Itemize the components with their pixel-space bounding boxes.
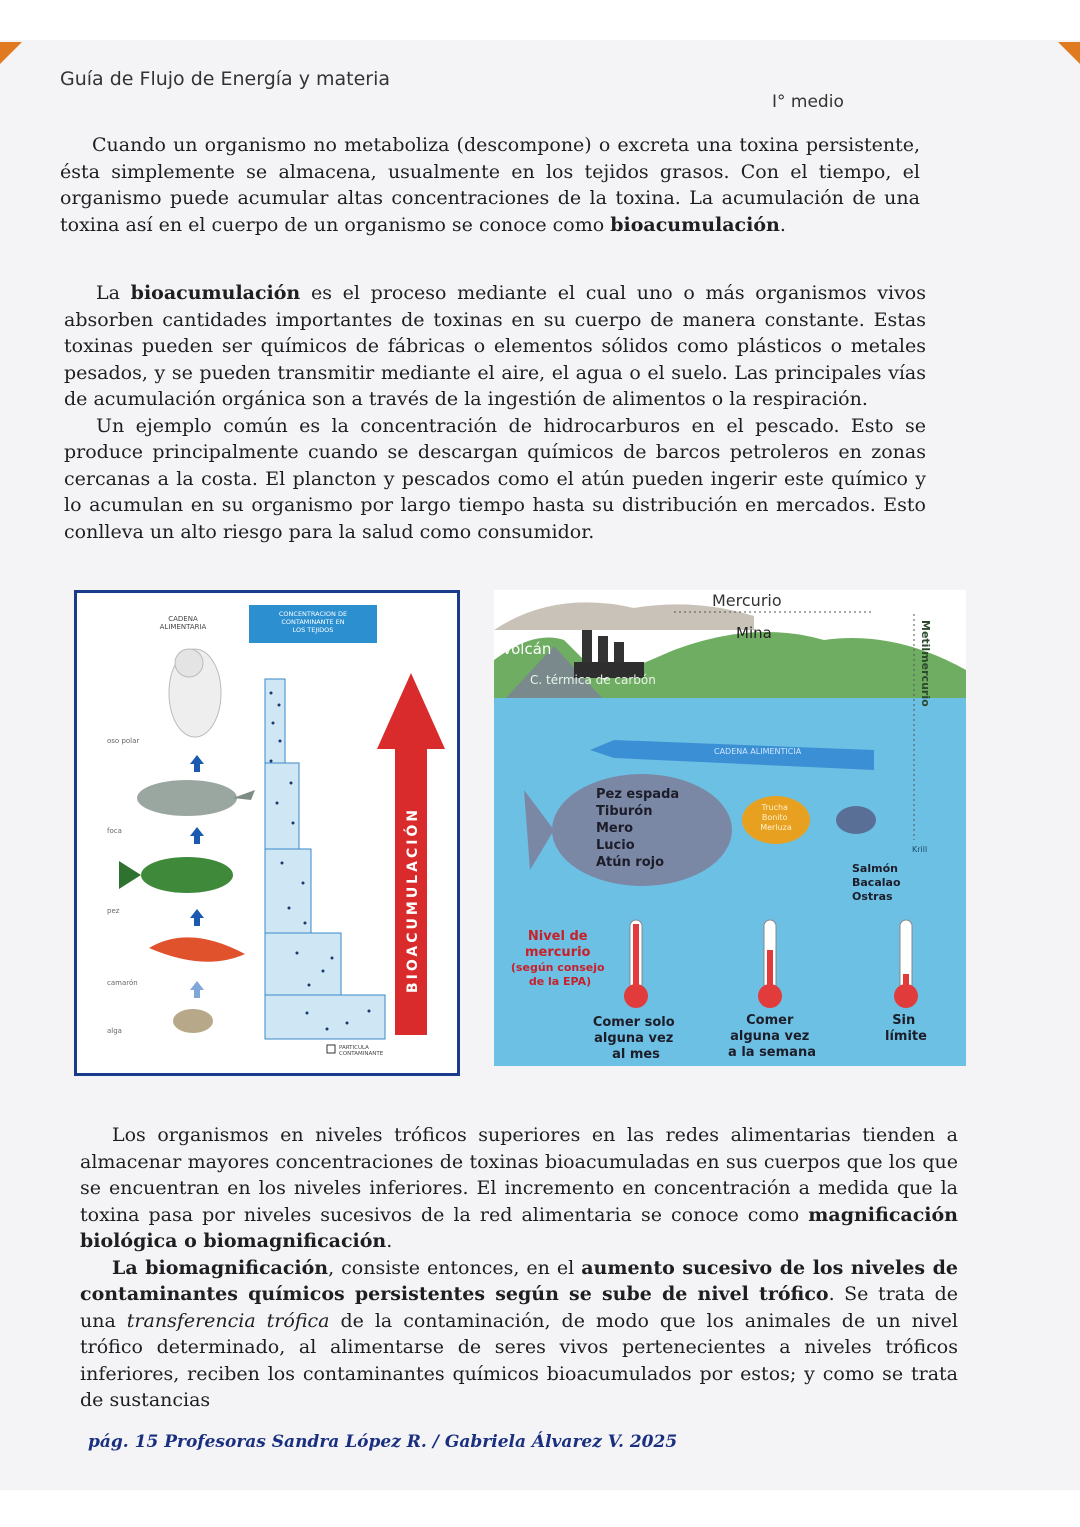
- label-algae: alga: [107, 1027, 122, 1035]
- legend-l1: PARTICULA: [339, 1045, 369, 1051]
- level-l3: (según consejo: [510, 961, 605, 974]
- rec2-l2: alguna vez: [730, 1029, 810, 1044]
- text: de la contaminación, de modo que los animales de un nivel trófico determinado, al alimentarse de seres vivos pertenecientes a niveles tróficos inferiores, reciben los contaminantes químicos bioacumulados por estos; y como se trata de sustancias: [80, 1309, 958, 1411]
- rec2-l3: a la semana: [728, 1045, 816, 1060]
- label-polar-bear: oso polar: [107, 737, 140, 745]
- rec1-l2: alguna vez: [594, 1031, 674, 1046]
- paragraph-bioaccumulation-intro: [60, 132, 920, 238]
- bioaccumulation-diagram: [77, 593, 457, 1073]
- big-fish-2: Tiburón: [596, 804, 653, 819]
- text: Los organismos en niveles tróficos superiores en las redes alimentarias tienden a almacenar mayores concentraciones de toxinas bioacumuladas en sus cuerpos que los que se encuentran en los niveles inferiores. El incremento en concentración a medida que la toxina pasa por niveles sucesivos de la red alimentaria se conoce como: [80, 1124, 958, 1226]
- chain-label-l1: CADENA: [168, 615, 198, 623]
- algae-icon: [173, 1009, 213, 1033]
- rec3-l1: Sin: [892, 1013, 916, 1028]
- chain-label-l2: ALIMENTARIA: [159, 623, 207, 631]
- thermometer-low-bulb: [894, 984, 918, 1008]
- chain-label: [160, 615, 207, 631]
- paragraph-example: Un ejemplo común es la concentración de hidrocarburos en el pescado. Esto se produce principalmente cuando se descargan químicos de barcos petroleros en zonas cercanas a la costa. El plancton y pescados como el atún pueden ingerir este químico y lo acumulan en su organismo por largo tiempo hasta su distribución en mercados. Esto conlleva un alto riesgo para la salud como consumidor.: [64, 414, 926, 543]
- fish-icon: [141, 857, 233, 893]
- text: Cuando un organismo no metaboliza (descompone) o excreta una toxina persistente, ésta simplemente se almacena, usualmente en los tejidos grasos. Con el tiempo, el organismo puede acumular altas concentraciones de la toxina. La acumulación de una toxina así en el cuerpo de un organismo se conoce como: [60, 134, 920, 236]
- big-fish-5: Atún rojo: [596, 855, 665, 870]
- small-fish-1: Salmón: [852, 862, 898, 875]
- level-l4: de la EPA): [528, 975, 592, 988]
- legend-l2: CONTAMINANTE: [339, 1051, 384, 1057]
- label-volcano: Volcán: [502, 640, 552, 658]
- salmon-icon: [836, 806, 876, 834]
- header-title: Guía de Flujo de Energía y materia: [60, 68, 391, 90]
- rec2-l1: Comer: [746, 1013, 794, 1028]
- small-fish-3: Ostras: [852, 890, 893, 903]
- up-arrow-icon: [190, 827, 204, 844]
- text: .: [779, 213, 786, 236]
- bold-term: magnificación biológica o biomagnificación: [80, 1203, 958, 1252]
- text: .: [386, 1230, 393, 1252]
- mid-fish-1: Trucha: [761, 803, 788, 812]
- label-methylmercury: Metilmercurio: [919, 620, 932, 707]
- big-fish-3: Mero: [596, 821, 634, 836]
- legend-swatch: [327, 1045, 335, 1053]
- thermometer-high-fill: [633, 924, 639, 990]
- text: , consiste entonces, en el: [328, 1256, 582, 1279]
- arrow-label: BIOACUMULACIÓN: [405, 806, 421, 993]
- label-mine: Mina: [736, 624, 772, 642]
- text: La: [96, 282, 131, 304]
- bold-term: bioacumulación: [130, 282, 301, 304]
- thermometer-high-bulb: [624, 984, 648, 1008]
- rec3-l2: límite: [885, 1029, 927, 1044]
- page-footer: pág. 15 Profesoras Sandra López R. / Gabriela Álvarez V. 2025: [88, 1432, 678, 1452]
- bioaccumulation-figure: [74, 590, 460, 1076]
- label-seal: foca: [107, 827, 122, 835]
- mercury-figure: [494, 590, 966, 1066]
- legend-label: [339, 1045, 384, 1057]
- conc-l2: CONTAMINANTE EN: [281, 618, 345, 626]
- seal-icon: [137, 780, 237, 816]
- mid-fish-list: [760, 803, 792, 832]
- italic-term: transferencia trófica: [126, 1309, 330, 1332]
- bold-definition: aumento sucesivo de los niveles de contaminantes químicos persistentes según se sube de nivel trófico: [80, 1256, 958, 1305]
- mercury-diagram: [494, 590, 966, 1066]
- bioaccumulation-arrow-head: [377, 673, 445, 749]
- up-arrow-icon: [190, 981, 204, 998]
- level-l1: Nivel de: [527, 929, 588, 944]
- up-arrow-icon: [190, 755, 204, 772]
- label-plant: C. térmica de carbón: [530, 673, 656, 687]
- concentration-bar-algae: [265, 995, 385, 1039]
- label-food-chain: CADENA ALIMENTICIA: [714, 747, 802, 756]
- fish-tail-icon: [119, 861, 141, 889]
- conc-l3: LOS TEJIDOS: [292, 626, 334, 634]
- polar-bear-head-icon: [175, 649, 203, 677]
- rec1-l3: al mes: [612, 1047, 660, 1062]
- bold-term: bioacumulación: [610, 213, 780, 236]
- mid-fish-3: Merluza: [760, 823, 792, 832]
- paragraph-biomagnification: [80, 1122, 958, 1414]
- up-arrow-icon: [190, 909, 204, 926]
- small-fish-2: Bacalao: [852, 876, 901, 889]
- bold-term: La biomagnificación: [112, 1256, 329, 1279]
- text: es el proceso mediante el cual uno o más organismos vivos absorben cantidades importantes de toxinas en su cuerpo de manera constante. Estas toxinas pueden ser químicos de fábricas o elementos sólidos como plásticos o metales pesados, y se pueden transmitir mediante el aire, el agua o el suelo. Las principales vías de acumulación orgánica son a través de la ingestión de alimentos o la respiración.: [64, 282, 927, 410]
- corner-mark: [0, 42, 22, 64]
- level-l2: mercurio: [524, 945, 591, 960]
- rec1-l1: Comer solo: [592, 1015, 675, 1030]
- text: . Se trata de una: [80, 1283, 958, 1332]
- conc-l1: CONCENTRACION DE: [278, 610, 348, 618]
- label-shrimp: camarón: [107, 979, 138, 987]
- mid-fish-2: Bonito: [761, 813, 788, 822]
- big-fish-1: Pez espada: [596, 787, 680, 802]
- header-grade: I° medio: [772, 92, 844, 112]
- corner-mark-right: [1058, 42, 1080, 64]
- paragraph-bioaccumulation-definition: [64, 280, 926, 545]
- shrimp-icon: [149, 937, 245, 961]
- big-fish-4: Lucio: [596, 838, 635, 853]
- label-mercury: Mercurio: [712, 591, 782, 610]
- thermometer-mid-bulb: [758, 984, 782, 1008]
- label-fish: pez: [107, 907, 120, 915]
- label-krill: Krill: [912, 845, 928, 854]
